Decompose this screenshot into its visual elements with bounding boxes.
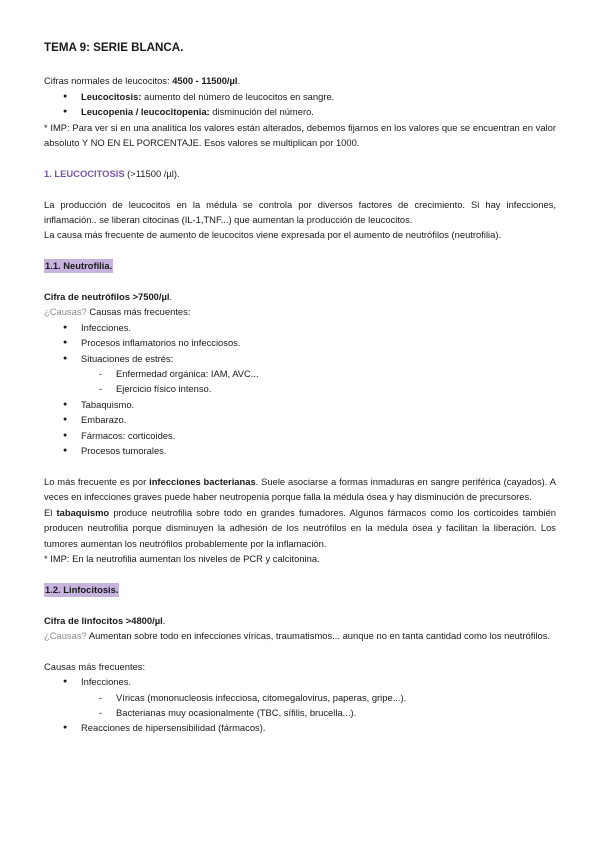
linfocitosis-causes-list [44, 674, 556, 689]
causas-line [44, 304, 556, 319]
causas-question: ¿Causas? [44, 306, 87, 318]
cifra-end: . [169, 291, 173, 303]
cifras-label: Cifras normales de leucocitos: [44, 75, 173, 87]
section-1-2-title: 1.2. Linfocitosis. [45, 583, 119, 595]
linfocitos-cifra [44, 613, 556, 628]
spacer [44, 150, 556, 165]
spacer [44, 643, 556, 658]
bold-text: tabaquismo [56, 506, 110, 518]
estres-sublist [44, 366, 556, 397]
neutrofilos-cifra [44, 289, 556, 304]
linfocitos-cifra-value: Cifra de linfocitos >4800/µl [44, 614, 163, 626]
list-item: ● Tabaquismo. [44, 397, 556, 412]
spacer [44, 243, 556, 258]
causas-text: Causas más frecuentes: [86, 306, 191, 318]
term-leucocitosis: Leucocitosis: [81, 90, 142, 102]
list-item: ● Procesos inflamatorios no infecciosos. [44, 335, 556, 350]
section-1-heading [44, 166, 556, 181]
causas-question: ¿Causas? [44, 629, 87, 641]
list-item: ● Embarazo. [44, 412, 556, 427]
section-1-1-heading [44, 258, 556, 273]
causas-text: Aumentan sobre todo en infecciones víricas, traumatismos... aunque no en tanta cantidad como los neutrófilos. [86, 629, 551, 641]
list-item: ● Situaciones de estrés: [44, 351, 556, 366]
sub-list-item: - Víricas (mononucleosis infecciosa, citomegalovirus, paperas, gripe...). [44, 690, 556, 705]
text: . Suele asociarse a formas inmaduras en sangre periférica (cayados). A veces en infecciones graves puede haber neutropenia porque falla la médula ósea y hay disminución de precursores. [44, 475, 556, 503]
text: Lo más frecuente es por [44, 475, 150, 487]
definitions-list [44, 89, 556, 120]
spacer [44, 274, 556, 289]
neutrofilia-paragraph-1 [44, 474, 556, 505]
bold-text: infecciones bacterianas [149, 475, 256, 487]
neutrofilos-cifra-value: Cifra de neutrófilos >7500/µl [44, 291, 170, 303]
sub-list-item: - Bacterianas muy ocasionalmente (TBC, sífilis, brucella...). [44, 705, 556, 720]
sub-list-item: - Enfermedad orgánica: IAM, AVC... [44, 366, 556, 381]
spacer [44, 566, 556, 581]
spacer [44, 459, 556, 474]
section-1-2-heading [44, 582, 556, 597]
neutrofilia-causes-list-cont [44, 397, 556, 459]
text: produce neutrofilia sobre todo en grandes fumadores. Algunos fármacos como los corticoides también producen neutrofilia porque disminuyen la adhesión de los neutrófilos en la médula ósea y facilitan la liberación. Los tumores aumentan los neutrófilos probablemente por la inflamación. [44, 506, 556, 549]
neutrofilia-causes-list [44, 320, 556, 366]
causas-frecuentes-label: Causas más frecuentes: [44, 660, 146, 672]
text: El [44, 506, 57, 518]
spacer [44, 181, 556, 196]
section-1-paragraph: La causa más frecuente de aumento de leucocitos viene expresada por el aumento de neutrófilos (neutrofilia). [44, 229, 502, 241]
document-title: TEMA 9: SERIE BLANCA. [44, 41, 184, 54]
definition-text: disminución del número. [209, 106, 314, 118]
list-item: ● Infecciones. [44, 320, 556, 335]
linfocitosis-causas [44, 628, 556, 643]
sub-list-item: - Ejercicio físico intenso. [44, 381, 556, 396]
linfocitosis-causes-list-cont [44, 720, 556, 735]
spacer [44, 597, 556, 612]
cifras-end: . [237, 75, 241, 87]
section-1-1-title: 1.1. Neutrofilia. [45, 260, 113, 272]
cifras-normales [44, 73, 556, 88]
neutrofilia-paragraph-2 [44, 505, 556, 551]
section-1-title: 1. LEUCOCITOSIS [44, 167, 125, 179]
section-1-paragraph: La producción de leucocitos en la médula se controla por diversos factores de crecimiento. Si hay infecciones, inflamación.. se liberan citocinas (IL-1,TNF...) que aumentan la producción de leucocitos. [44, 198, 556, 226]
term-leucopenia: Leucopenia / leucocitopenia: [81, 106, 210, 118]
list-item: ● Fármacos: corticoides. [44, 428, 556, 443]
cifras-value: 4500 - 11500/µl [172, 75, 238, 87]
cifra-end: . [162, 614, 166, 626]
list-item: ● Procesos tumorales. [44, 443, 556, 458]
imp-note-neutrofilia: * IMP: En la neutrofilia aumentan los niveles de PCR y calcitonina. [44, 552, 320, 564]
definition-text: aumento del número de leucocitos en sangre. [141, 90, 335, 102]
list-item [44, 104, 556, 119]
list-item [44, 89, 556, 104]
imp-note-intro: * IMP: Para ver si en una analítica los valores están alterados, debemos fijarnos en los valores que se encuentran en valor absoluto Y NO EN EL PORCENTAJE. Esos valores se multiplican por 1000. [44, 121, 556, 149]
section-1-range: (>11500 /µl). [124, 167, 180, 179]
list-item: ● Infecciones. [44, 674, 556, 689]
infecciones-sublist [44, 690, 556, 721]
list-item: ● Reacciones de hipersensibilidad (fármacos). [44, 720, 556, 735]
